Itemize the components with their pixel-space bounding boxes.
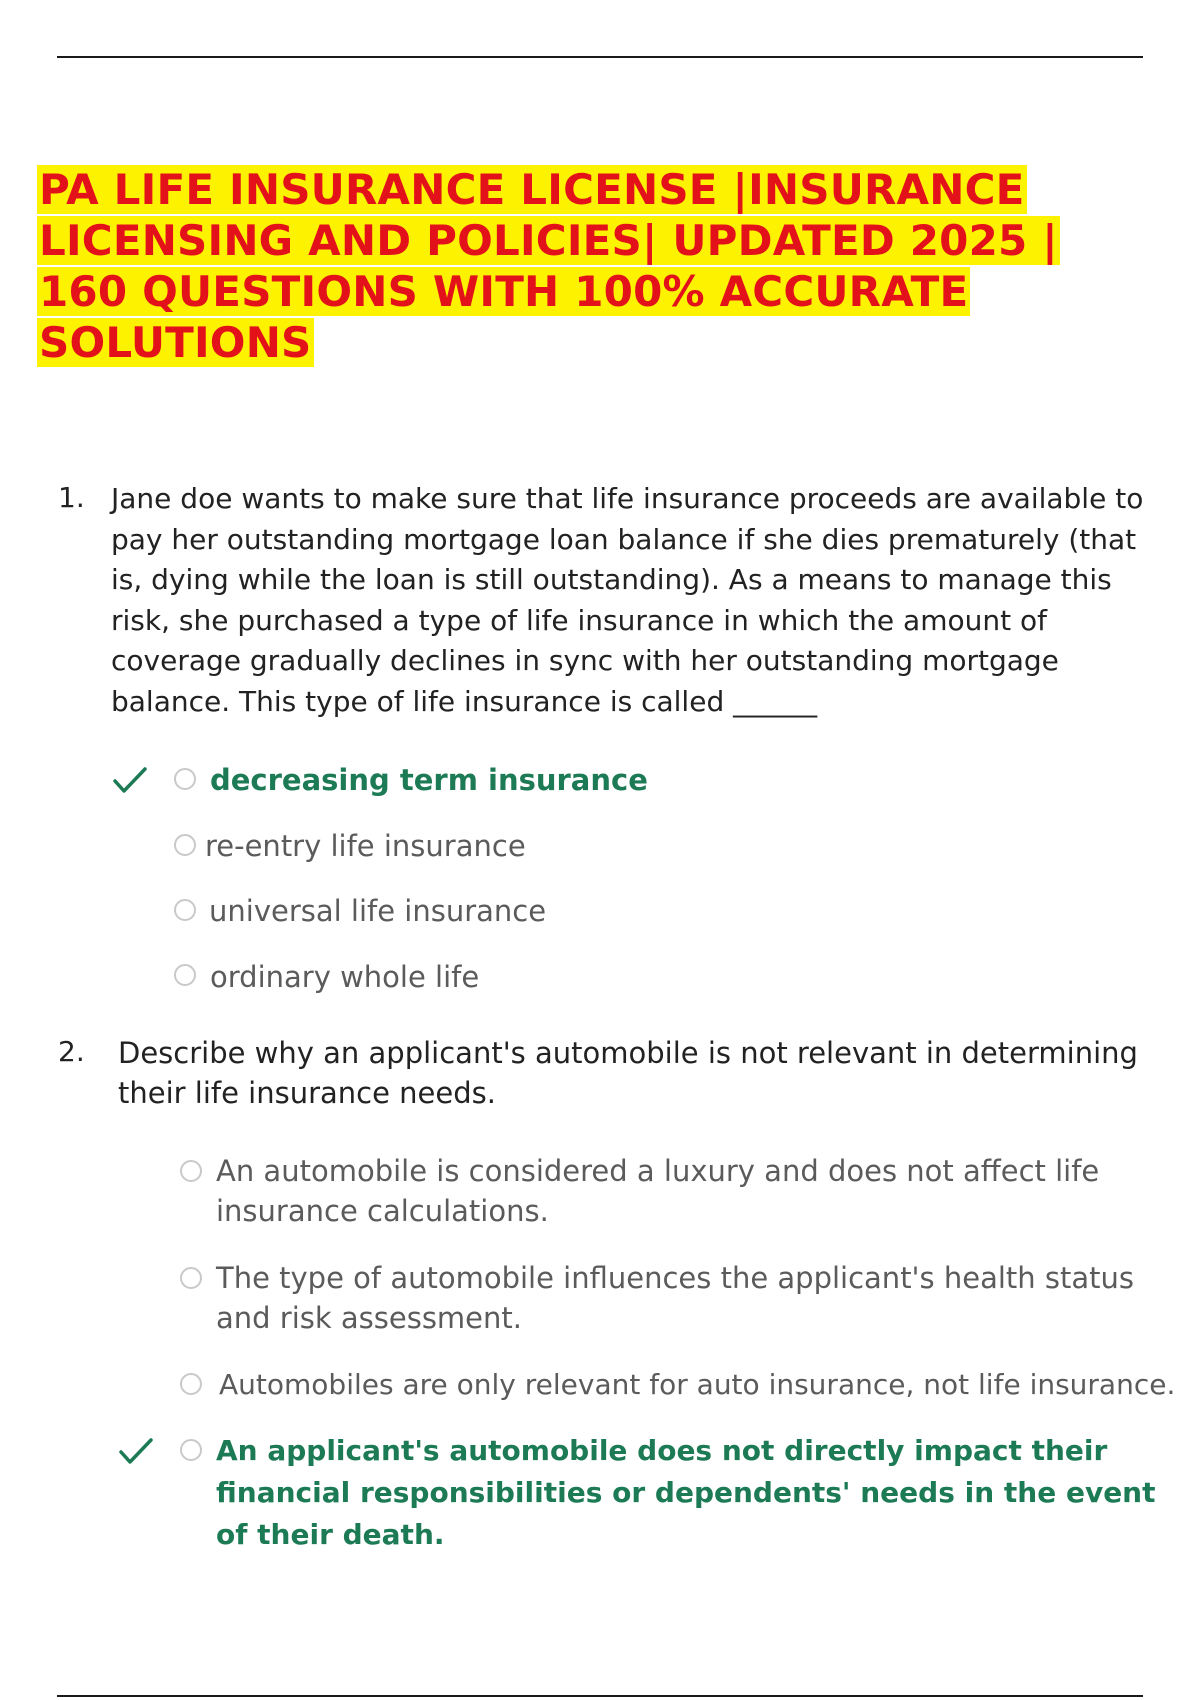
question-text: Jane doe wants to make sure that life insurance proceeds are available to pay her outstanding mortgage loan balance if she dies prematurely (that is, dying while the loan is still outstanding). As a means to manage this risk, she purchased a type of life insurance in which the amount of coverage gradually declines in sync with her outstanding mortgage balance. This type of life insurance is called ______ (111, 482, 1144, 718)
check-icon (112, 765, 148, 795)
radio-button[interactable] (180, 1160, 202, 1182)
option-label: universal life insurance (209, 894, 547, 928)
title-line-4: SOLUTIONS (39, 318, 312, 367)
option-label: An applicant's automobile does not directly impact their financial responsibilities or dependents' needs in the event of their death. (216, 1434, 1156, 1551)
option-label: The type of automobile influences the applicant's health status and risk assessment. (216, 1261, 1134, 1335)
option-label: re-entry life insurance (205, 829, 526, 863)
bottom-divider (57, 1695, 1143, 1697)
radio-button[interactable] (180, 1267, 202, 1289)
document-title (37, 164, 1167, 368)
question-number: 1. (58, 481, 85, 514)
radio-button[interactable] (174, 834, 196, 856)
option-label: An automobile is considered a luxury and does not affect life insurance calculations. (216, 1154, 1100, 1228)
title-line-2: LICENSING AND POLICIES| UPDATED 2025 | (39, 216, 1058, 265)
radio-button[interactable] (174, 768, 196, 790)
question-number: 2. (58, 1035, 85, 1068)
option-label: Automobiles are only relevant for auto insurance, not life insurance. (219, 1368, 1176, 1401)
title-line-3: 160 QUESTIONS WITH 100% ACCURATE (39, 267, 969, 316)
radio-button[interactable] (180, 1439, 202, 1461)
title-line-1: PA LIFE INSURANCE LICENSE |INSURANCE (39, 165, 1025, 214)
radio-button[interactable] (174, 964, 196, 986)
radio-button[interactable] (174, 899, 196, 921)
question-text: Describe why an applicant's automobile is not relevant in determining their life insurance needs. (118, 1036, 1138, 1110)
radio-button[interactable] (180, 1373, 202, 1395)
option-label: decreasing term insurance (210, 763, 648, 797)
option-label: ordinary whole life (210, 960, 480, 994)
top-divider (57, 56, 1143, 58)
check-icon (118, 1436, 154, 1466)
